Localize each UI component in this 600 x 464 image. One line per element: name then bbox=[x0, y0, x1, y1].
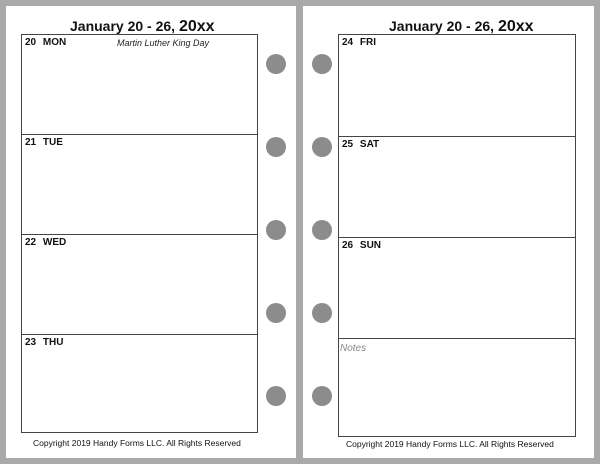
binder-hole bbox=[266, 303, 286, 323]
day-label-wednesday: 22 WED bbox=[25, 237, 67, 248]
binder-hole bbox=[312, 137, 332, 157]
day-cell-thursday[interactable] bbox=[22, 334, 257, 432]
right-day-grid bbox=[338, 34, 576, 437]
day-cell-wednesday[interactable] bbox=[22, 234, 257, 334]
binder-hole bbox=[312, 54, 332, 74]
day-label-monday: 20 MON bbox=[25, 37, 67, 48]
day-label-sunday: 26 SUN bbox=[342, 240, 382, 251]
day-cell-monday[interactable] bbox=[22, 35, 257, 134]
day-cell-sunday[interactable] bbox=[339, 237, 575, 338]
binder-hole bbox=[266, 137, 286, 157]
left-day-grid bbox=[21, 34, 258, 433]
right-copyright-footer: Copyright 2019 Handy Forms LLC. All Rights Reserved bbox=[346, 439, 554, 449]
day-cell-tuesday[interactable] bbox=[22, 134, 257, 234]
binder-hole bbox=[266, 54, 286, 74]
day-label-tuesday: 21 TUE bbox=[25, 137, 63, 148]
binder-hole bbox=[312, 386, 332, 406]
holiday-note: Martin Luther King Day bbox=[117, 38, 210, 48]
left-copyright-footer: Copyright 2019 Handy Forms LLC. All Rights Reserved bbox=[33, 438, 241, 448]
binder-hole bbox=[312, 303, 332, 323]
day-label-friday: 24 FRI bbox=[342, 37, 377, 48]
binder-hole bbox=[266, 220, 286, 240]
day-label-saturday: 25 SAT bbox=[342, 139, 380, 150]
binder-hole bbox=[266, 386, 286, 406]
right-title-range: January 20 - 26, bbox=[389, 18, 498, 34]
left-title-range: January 20 - 26, bbox=[70, 18, 179, 34]
day-cell-saturday[interactable] bbox=[339, 136, 575, 237]
right-title-year: 20xx bbox=[497, 18, 534, 35]
day-cell-friday[interactable] bbox=[339, 35, 575, 136]
notes-label: Notes bbox=[340, 343, 367, 354]
day-label-thursday: 23 THU bbox=[25, 337, 64, 348]
left-title-year: 20xx bbox=[178, 18, 215, 35]
right-planner-page bbox=[303, 6, 594, 458]
left-planner-page bbox=[6, 6, 296, 458]
binder-hole bbox=[312, 220, 332, 240]
notes-cell[interactable] bbox=[339, 338, 575, 436]
